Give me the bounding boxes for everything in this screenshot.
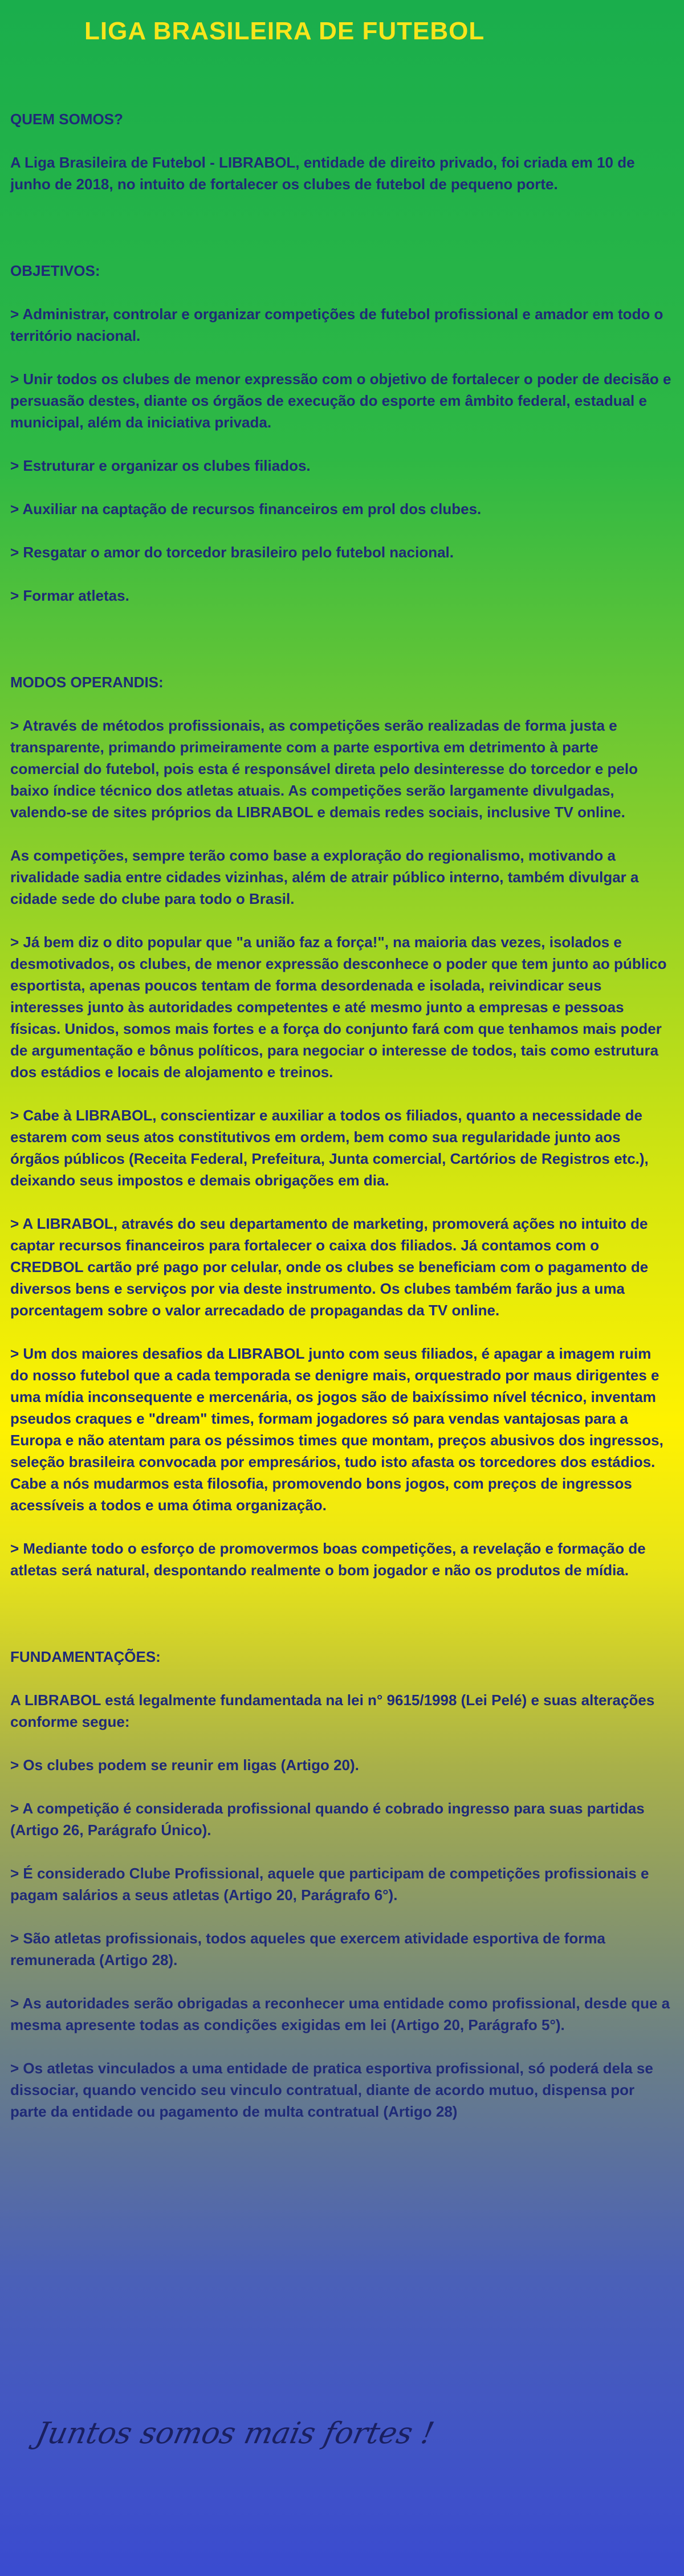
list-item: > Já bem diz o dito popular que "a união faz a força!", na maioria das vezes, isolados e desmotivados, os clubes, de menor expressão desconhece o poder que tem junto ao público esportista, apenas poucos tentam de forma desordenada e isolada, reivindicar seus interesses junto às autoridades competentes e até mesmo junto a empresas e pessoas físicas. Unidos, somos mais fortes e a força do conjunto fará com que tenhamos mais poder de argumentação e bônus políticos, para negociar o interesse de todos, tais como estrutura dos estádios e locais de alojamento e treinos. bbox=[10, 934, 667, 1081]
page-title: LIGA BRASILEIRA DE FUTEBOL bbox=[84, 17, 485, 45]
list-item: As competições, sempre terão como base a exploração do regionalismo, motivando a rivalidade sadia entre cidades vizinhas, além de atrair público interno, também divulgar a cidade sede do clube para todo o Brasil. bbox=[10, 847, 639, 907]
section-objetivos bbox=[10, 260, 671, 606]
list-item: > São atletas profissionais, todos aqueles que exercem atividade esportiva de forma remunerada (Artigo 28). bbox=[10, 1930, 605, 1968]
paragraph: A Liga Brasileira de Futebol - LIBRABOL, entidade de direito privado, foi criada em 10 de junho de 2018, no intuito de fortalecer os clubes de futebol de pequeno porte. bbox=[10, 154, 635, 193]
section-heading: OBJETIVOS: bbox=[10, 262, 100, 279]
list-item: > A LIBRABOL, através do seu departamento de marketing, promoverá ações no intuito de captar recursos financeiros para fortalecer o caixa dos filiados. Já contamos com o CREDBOL cartão pré pago por celular, onde os clubes se beneficiam com o pagamento de diversos bens e serviços por via deste instrumento. Os clubes também farão jus a uma porcentagem sobre o valor arrecadado de propagandas da TV online. bbox=[10, 1215, 649, 1319]
list-item: > Administrar, controlar e organizar competições de futebol profissional e amador em todo o território nacional. bbox=[10, 305, 663, 344]
list-item: > Estruturar e organizar os clubes filiados. bbox=[10, 457, 311, 474]
list-item: > Os atletas vinculados a uma entidade de pratica esportiva profissional, só poderá dela se dissociar, quando vencido seu vinculo contratual, diante de acordo mutuo, dispensa por parte da entidade ou pagamento de multa contratual (Artigo 28) bbox=[10, 2060, 653, 2120]
section-heading: QUEM SOMOS? bbox=[10, 111, 123, 128]
list-item: > As autoridades serão obrigadas a reconhecer uma entidade como profissional, desde que a mesma apresente todas as condições exigidas em lei (Artigo 20, Parágrafo 5°). bbox=[10, 1995, 670, 2033]
list-item: > Resgatar o amor do torcedor brasileiro pelo futebol nacional. bbox=[10, 544, 454, 561]
list-item: > Auxiliar na captação de recursos financeiros em prol dos clubes. bbox=[10, 500, 482, 517]
section-quem-somos bbox=[10, 108, 671, 195]
list-item: > Um dos maiores desafios da LIBRABOL junto com seus filiados, é apagar a imagem ruim do nosso futebol que a cada temporada se denigre mais, orquestrado por maus dirigentes e uma mídia inconsequente e mercenária, os jogos são de baixíssimo nível técnico, inventam pseudos craques e "dream" times, formam jogadores só para vendas vantajosas para a Europa e não atentam para os péssimos times que montam, preços abusivos dos ingressos, seleção brasileira convocada por empresários, tudo isto afasta os torcedores dos estádios. Cabe a nós mudarmos esta filosofia, promovendo bons jogos, com preços de ingressos acessíveis a todos e uma ótima organização. bbox=[10, 1345, 663, 1514]
list-item: > É considerado Clube Profissional, aquele que participam de competições profissionais e pagam salários a seus atletas (Artigo 20, Parágrafo 6°). bbox=[10, 1865, 649, 1904]
list-item: > Cabe à LIBRABOL, conscientizar e auxiliar a todos os filiados, quanto a necessidade de estarem com seus atos constitutivos em ordem, bem como sua regularidade junto aos órgãos públicos (Receita Federal, Prefeitura, Junta comercial, Cartórios de Registros etc.), deixando seus impostos e demais obrigações em dia. bbox=[10, 1107, 649, 1189]
document-body bbox=[10, 108, 671, 2144]
list-item: > Unir todos os clubes de menor expressão com o objetivo de fortalecer o poder de decisão e persuasão destes, diante os órgãos de execução do esporte em âmbito federal, estadual e municipal, além da iniciativa privada. bbox=[10, 370, 671, 431]
section-fundamentacoes bbox=[10, 1646, 671, 2122]
section-modos-operandis bbox=[10, 671, 671, 1581]
list-item: > Mediante todo o esforço de promovermos boas competições, a revelação e formação de atletas será natural, despontando realmente o bom jogador e não os produtos de mídia. bbox=[10, 1540, 646, 1579]
list-item: > Através de métodos profissionais, as competições serão realizadas de forma justa e transparente, primando primeiramente com a parte esportiva em detrimento à parte comercial do futebol, pois esta é responsável direta pelo desinteresse do torcedor e pelo baixo índice técnico dos atletas atuais. As competições serão largamente divulgadas, valendo-se de sites próprios da LIBRABOL e demais redes sociais, inclusive TV online. bbox=[10, 717, 638, 821]
signature-text: Juntos somos mais fortes ! bbox=[32, 2416, 437, 2451]
section-heading: MODOS OPERANDIS: bbox=[10, 674, 164, 691]
list-item: > Formar atletas. bbox=[10, 587, 129, 604]
list-item: > A competição é considerada profissional quando é cobrado ingresso para suas partidas (Artigo 26, Parágrafo Único). bbox=[10, 1800, 645, 1839]
list-item: A LIBRABOL está legalmente fundamentada na lei n° 9615/1998 (Lei Pelé) e suas alterações conforme segue: bbox=[10, 1691, 655, 1730]
section-heading: FUNDAMENTAÇÕES: bbox=[10, 1648, 161, 1665]
list-item: > Os clubes podem se reunir em ligas (Artigo 20). bbox=[10, 1756, 359, 1774]
